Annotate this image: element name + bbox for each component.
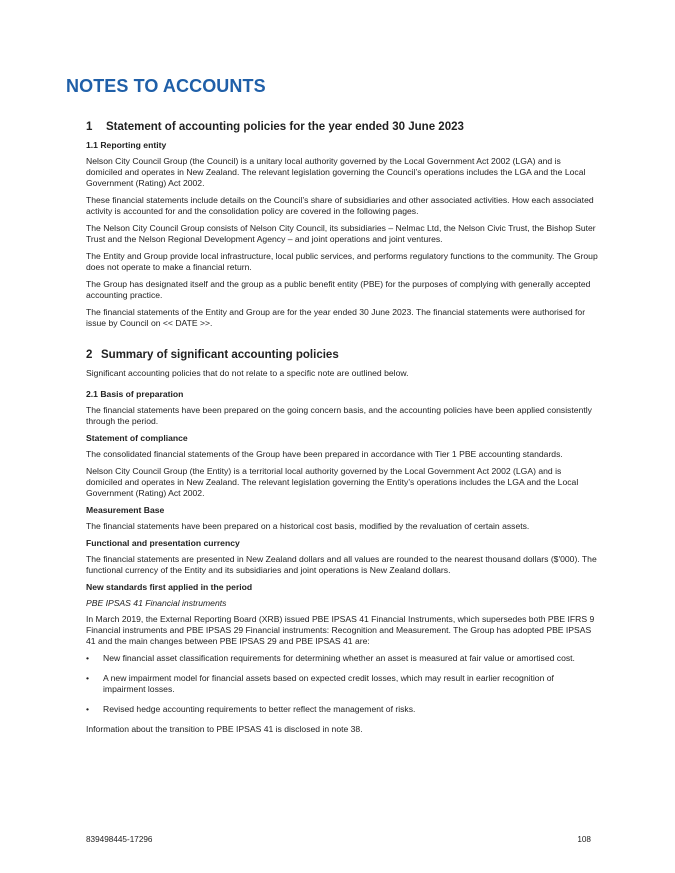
page-title: NOTES TO ACCOUNTS bbox=[66, 76, 266, 96]
paragraph: The consolidated financial statements of the Group have been prepared in accordance with Tier 1 PBE accounting standards. bbox=[86, 449, 563, 459]
changes-list bbox=[86, 653, 598, 715]
footer-doc-id: 839498445-17296 bbox=[86, 835, 153, 844]
section-2-intro: Significant accounting policies that do not relate to a specific note are outlined below. bbox=[86, 368, 409, 378]
paragraph: These financial statements include details on the Council’s share of subsidiaries and other associated activities. How each associated activity is accounted for and the consolidation policy are covered in the following pages. bbox=[86, 195, 594, 216]
statement-of-compliance-heading: Statement of compliance bbox=[86, 433, 188, 443]
paragraph: In March 2019, the External Reporting Board (XRB) issued PBE IPSAS 41 Financial Instruments, which supersedes both PBE IFRS 9 Financial instruments and PBE IPSAS 29 Financial instruments: Recognition and Measurement. The Group has adopted PBE IPSAS 41 and the main changes between PBE IPSAS 29 and PBE IPSAS 41 are: bbox=[86, 614, 595, 646]
paragraph: The financial statements have been prepared on a historical cost basis, modified by the revaluation of certain assets. bbox=[86, 521, 530, 531]
paragraph: Nelson City Council Group (the Entity) is a territorial local authority governed by the Local Government Act 2002 (LGA) and is domiciled and operates in New Zealand. The relevant legislation governing the Entity’s operations includes the LGA and the Local Government (Rating) Act 2002. bbox=[86, 466, 579, 498]
reporting-entity-heading: 1.1 Reporting entity bbox=[86, 140, 167, 150]
list-item: • A new impairment model for financial assets based on expected credit losses, which may result in earlier recognition of impairment losses. bbox=[86, 673, 554, 694]
closing-paragraph: Information about the transition to PBE IPSAS 41 is disclosed in note 38. bbox=[86, 724, 363, 734]
section-1-title: Statement of accounting policies for the year ended 30 June 2023 bbox=[106, 121, 464, 133]
measurement-base-heading: Measurement Base bbox=[86, 505, 165, 515]
section-1-number: 1 bbox=[86, 121, 93, 133]
new-standards-subtitle: PBE IPSAS 41 Financial instruments bbox=[86, 598, 227, 608]
paragraph: The financial statements of the Entity and Group are for the year ended 30 June 2023. The financial statements were authorised for issue by Council on << DATE >>. bbox=[86, 307, 586, 328]
list-item: • New financial asset classification requirements for determining whether an asset is measured at fair value or amortised cost. bbox=[86, 653, 575, 663]
paragraph: The Entity and Group provide local infrastructure, local public services, and performs regulatory functions to the community. The Group does not operate to make a financial return. bbox=[86, 251, 598, 272]
new-standards-heading: New standards first applied in the period bbox=[86, 582, 253, 592]
basis-of-preparation-heading: 2.1 Basis of preparation bbox=[86, 389, 184, 399]
section-1-heading bbox=[86, 121, 598, 133]
section-2-title: Summary of significant accounting policies bbox=[101, 349, 339, 361]
paragraph: The Nelson City Council Group consists of Nelson City Council, its subsidiaries – Nelmac Ltd, the Nelson Civic Trust, the Bishop Suter Trust and the Nelson Regional Development Agency – and joint operations and joint ventures. bbox=[86, 223, 596, 244]
paragraph: The financial statements are presented in New Zealand dollars and all values are rounded to the nearest thousand dollars ($'000). The functional currency of the Entity and its subsidiaries and joint operations is New Zealand dollars. bbox=[86, 554, 597, 575]
bullet-icon: • bbox=[86, 653, 90, 663]
footer-page-number: 108 bbox=[577, 835, 591, 844]
bullet-icon: • bbox=[86, 704, 90, 714]
section-2-heading bbox=[86, 349, 598, 361]
page-content bbox=[86, 121, 598, 741]
paragraph: The Group has designated itself and the group as a public benefit entity (PBE) for the purposes of complying with generally accepted accounting practice. bbox=[86, 279, 591, 300]
currency-heading: Functional and presentation currency bbox=[86, 538, 240, 548]
list-item: • Revised hedge accounting requirements to better reflect the management of risks. bbox=[86, 704, 416, 714]
section-2-number: 2 bbox=[86, 349, 93, 361]
paragraph: The financial statements have been prepared on the going concern basis, and the accounting policies have been applied consistently through the period. bbox=[86, 405, 592, 426]
paragraph: Nelson City Council Group (the Council) is a unitary local authority governed by the Local Government Act 2002 (LGA) and is domiciled and operates in New Zealand. The relevant legislation governing the Council’s operations includes the LGA and the Local Government (Rating) Act 2002. bbox=[86, 156, 586, 188]
bullet-icon: • bbox=[86, 673, 90, 683]
